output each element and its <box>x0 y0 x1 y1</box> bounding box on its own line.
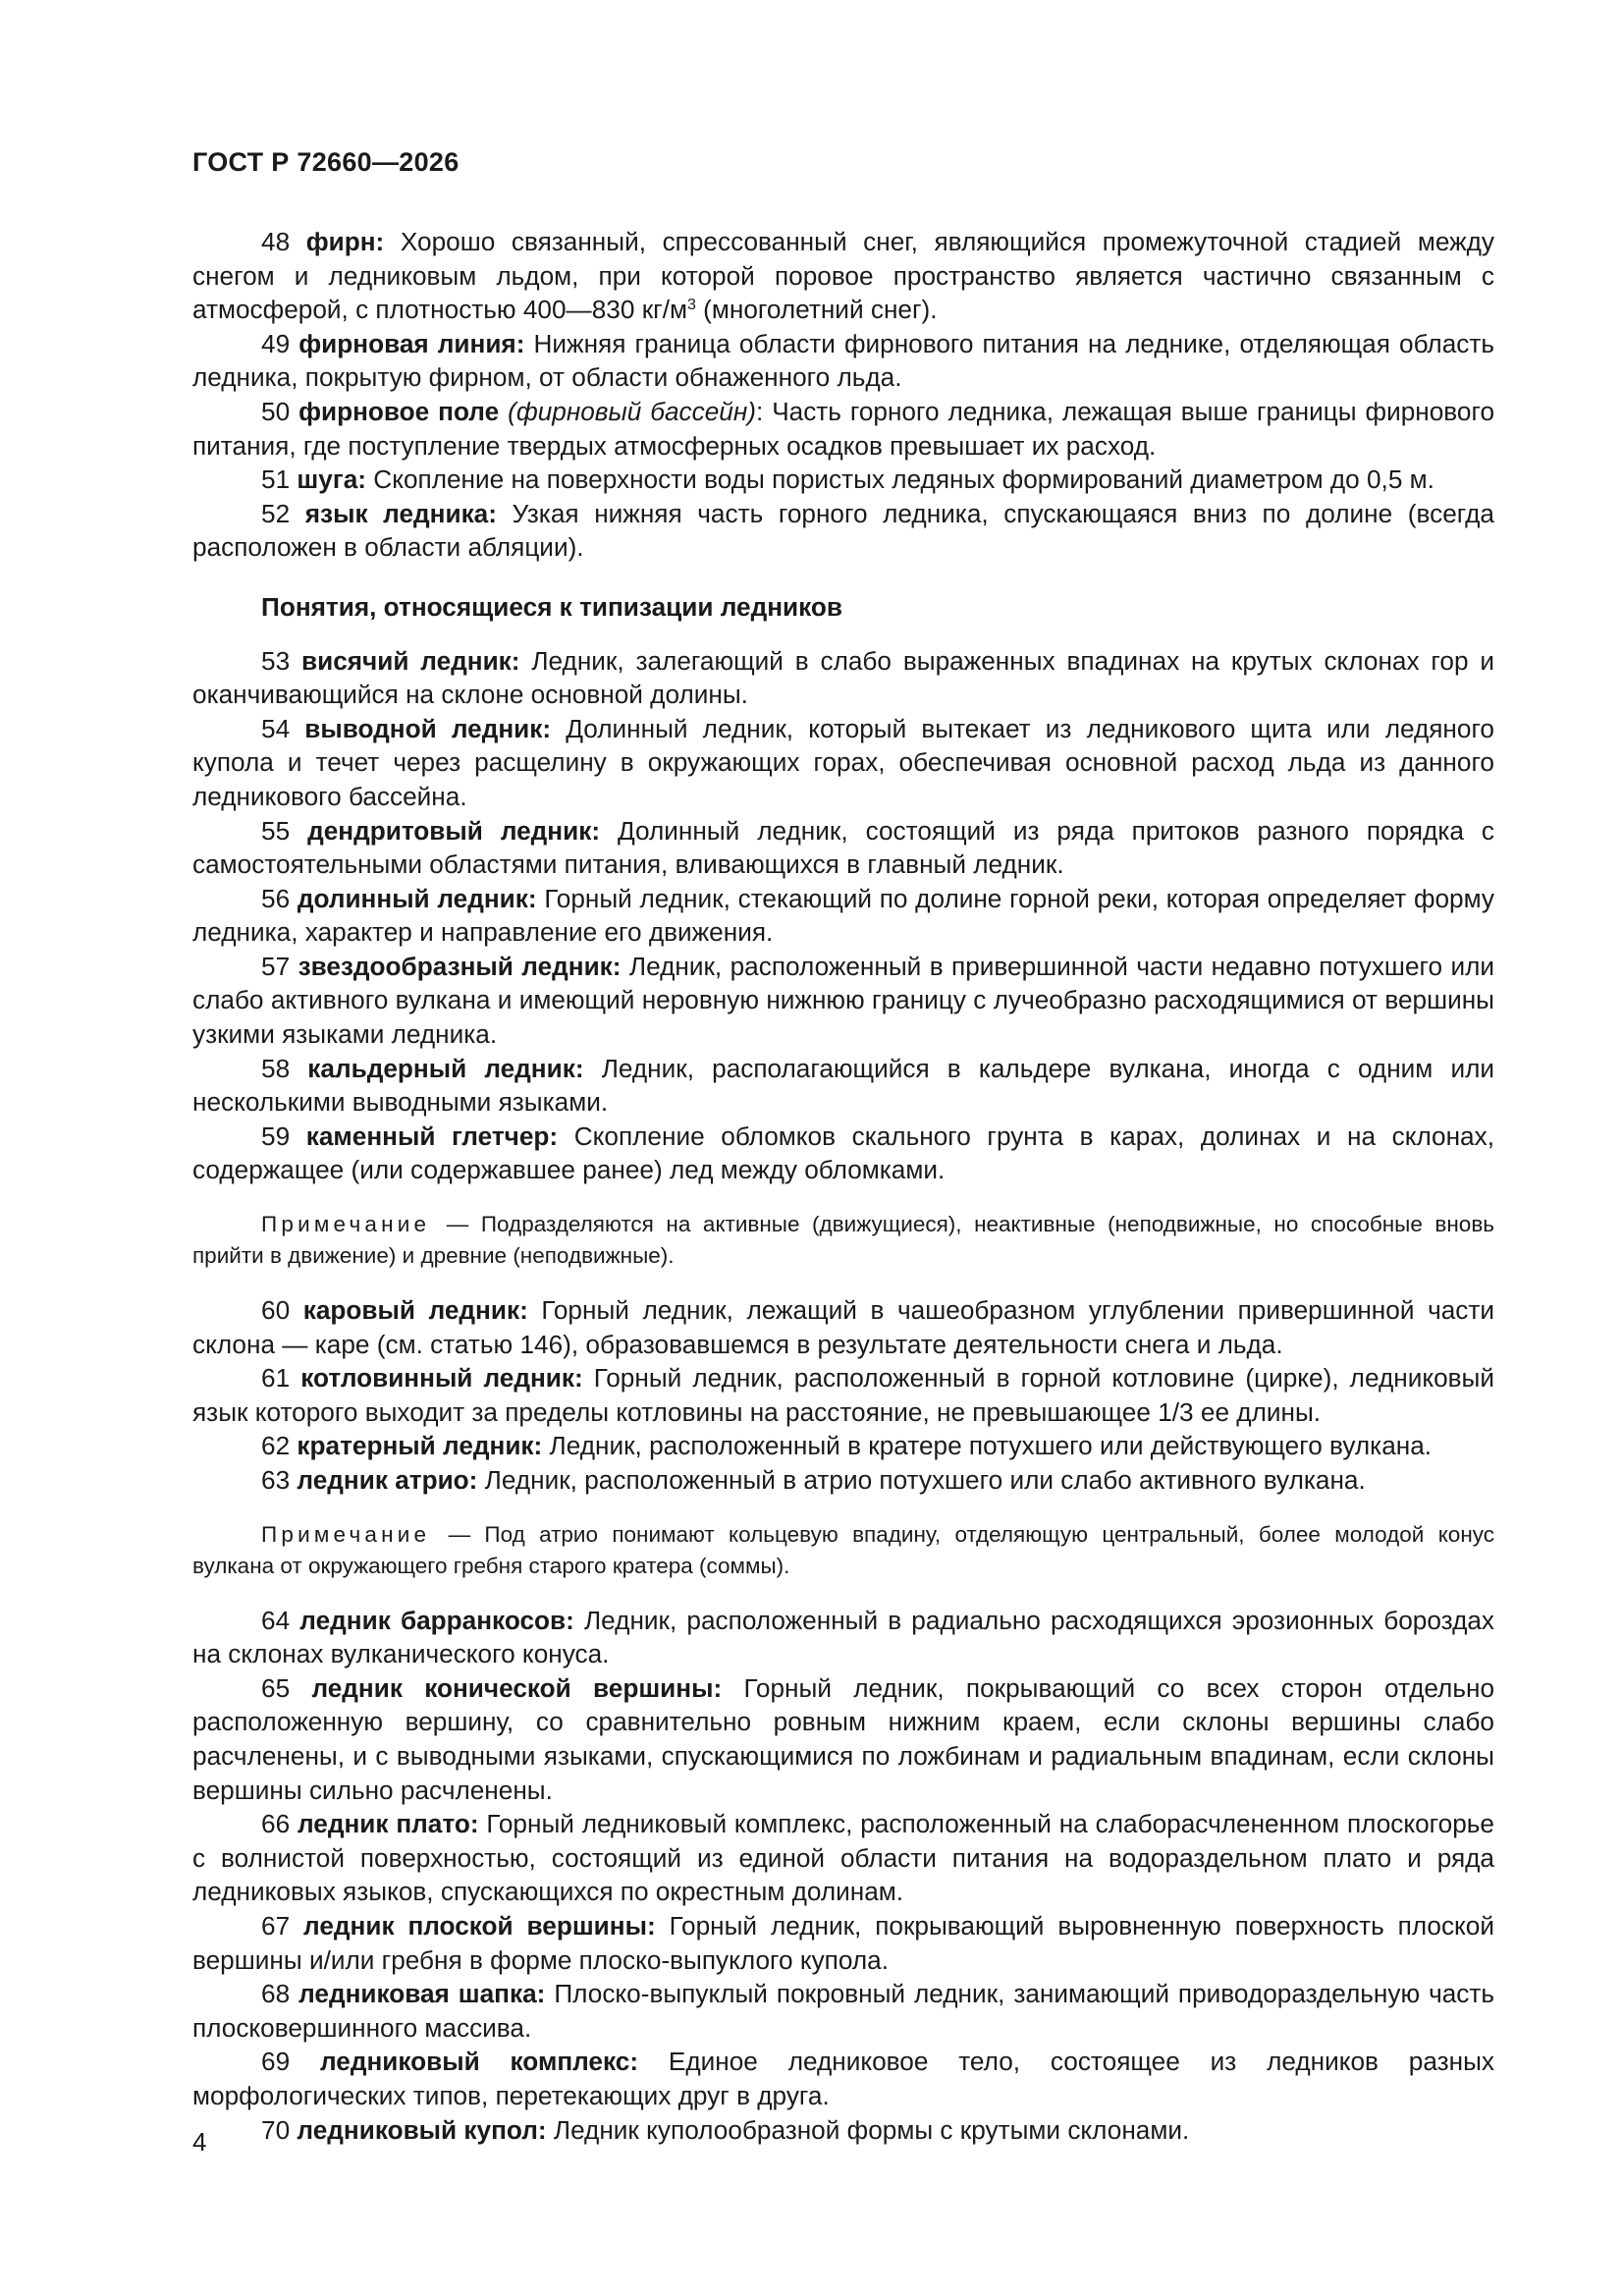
entry-definition: Ледник, расположенный в привершинной части недавно потухшего или слабо активного вулкана и имеющий неровную нижнюю границу с лучеобразно расходящимися от вершины узкими языками ледника. <box>192 951 1494 1050</box>
entry-term: долинный ледник: <box>297 883 537 913</box>
entry-number: 49 <box>261 328 291 358</box>
term-entry-63 <box>192 1463 1494 1498</box>
note-label: Примечание <box>261 1521 431 1547</box>
entry-number: 60 <box>261 1295 291 1326</box>
entry-number: 59 <box>261 1121 291 1151</box>
entry-number: 48 <box>261 227 291 256</box>
term-entry-55 <box>192 814 1494 882</box>
entry-definition: Хорошо связанный, спрессованный снег, являющийся промежуточной стадией между снегом и ледниковым льдом, при которой поровое пространство является частично связанным с атмосферой, с плотностью 400—830 кг/м <box>192 227 1494 325</box>
entry-definition: Узкая нижняя часть горного ледника, спускающаяся вниз по долине (всегда расположен в области абляции). <box>192 498 1494 563</box>
entry-term: каровый ледник: <box>302 1295 528 1326</box>
entry-number: 70 <box>261 2114 291 2145</box>
entry-definition: Скопление обломков скального грунта в карах, долинах и на склонах, содержащее (или содержавшее ранее) лед между обломками. <box>192 1121 1494 1185</box>
entry-term: ледник атрио: <box>297 1465 478 1495</box>
entry-term: котловинный ледник: <box>300 1363 583 1394</box>
entry-number: 67 <box>261 1910 291 1941</box>
entry-term: ледник плоской вершины: <box>303 1910 656 1941</box>
entry-definition: Ледник, расположенный в радиально расходящихся эрозионных бороздах на склонах вулканического конуса. <box>192 1605 1495 1669</box>
entry-number: 62 <box>261 1431 291 1461</box>
page-number: 4 <box>192 2127 207 2157</box>
term-entry-49 <box>192 327 1494 395</box>
term-entry-48 <box>192 225 1494 327</box>
entry-number: 50 <box>261 396 291 426</box>
entry-number: 63 <box>261 1465 291 1495</box>
entry-number: 54 <box>261 713 291 743</box>
term-entry-56 <box>192 882 1494 950</box>
note-text: — Подразделяются на активные (движущиеся), неактивные (неподвижные, но способные вновь прийти в движение) и древние (неподвижные). <box>192 1212 1494 1269</box>
entry-definition: : Часть горного ледника, лежащая выше границы фирнового питания, где поступление твердых атмосферных осадков превышает их расход. <box>192 396 1495 461</box>
entry-term: каменный глетчер: <box>305 1121 559 1151</box>
entry-definition: Ледник, залегающий в слабо выраженных впадинах на крутых склонах гор и оканчивающийся на склоне основной долины. <box>192 645 1494 710</box>
entry-number: 58 <box>261 1053 291 1083</box>
entry-definition: Ледник, расположенный в кратере потухшего или действующего вулкана. <box>542 1431 1433 1461</box>
entry-number: 68 <box>261 1979 291 2009</box>
entry-number: 61 <box>261 1363 291 1394</box>
term-entry-50 <box>192 395 1494 463</box>
entry-definition: Горный ледник, стекающий по долине горной реки, которая определяет форму ледника, характер и направление его движения. <box>192 883 1495 948</box>
entry-term: кальдерный ледник: <box>307 1053 584 1083</box>
entry-term: ледниковый купол: <box>297 2114 547 2145</box>
term-entry-70 <box>192 2113 1494 2148</box>
entry-term: ледниковый комплекс: <box>319 2047 639 2077</box>
entry-definition: Ледник, расположенный в атрио потухшего или слабо активного вулкана. <box>477 1465 1366 1495</box>
term-entry-66 <box>192 1807 1494 1909</box>
entry-term: звездообразный ледник: <box>298 951 622 981</box>
entry-definition: Плоско-выпуклый покровный ледник, занимающий приводораздельную часть плосковершинного массива. <box>192 1979 1495 2043</box>
entry-number: 64 <box>261 1605 291 1635</box>
entry-definition: Ледник куполообразной формы с крутыми склонами. <box>546 2114 1190 2145</box>
section-heading: Понятия, относящиеся к типизации ледников <box>261 591 842 622</box>
entry-definition: Горный ледник, расположенный в горной котловине (цирке), ледниковый язык которого выходит за пределы котловины на расстояние, не превышающее 1/3 ее длины. <box>192 1363 1494 1427</box>
term-entry-57 <box>192 950 1494 1052</box>
entry-definition: Горный ледниковый комплекс, расположенный на слаборасчлененном плоскогорье с волнистой поверхностью, состоящий из единой области питания на водораздельном плато и ряда ледниковых языков, спускающихся по окрестным долинам. <box>192 1809 1494 1907</box>
term-entry-60 <box>192 1293 1494 1361</box>
entry-number: 51 <box>261 465 291 495</box>
term-entry-59 <box>192 1120 1494 1187</box>
entry-term: ледник барранкосов: <box>299 1605 574 1635</box>
entry-number: 65 <box>261 1672 291 1703</box>
entry-term: дендритовый ледник: <box>307 815 601 846</box>
entry-term: ледник плато: <box>298 1809 479 1839</box>
entry-definition: Горный ледник, покрывающий со всех сторон отдельно расположенную вершину, со сравнительно ровным нижним краем, если склоны вершины слабо расчленены, и с выводными языками, спускающимися по ложбинам и радиальным впадинам, если склоны вершины сильно расчленены. <box>192 1672 1495 1805</box>
term-entry-64 <box>192 1604 1494 1671</box>
superscript: 3 <box>686 297 696 314</box>
entry-number: 53 <box>261 645 291 676</box>
entry-term: ледник конической вершины: <box>311 1672 723 1703</box>
term-entry-61 <box>192 1361 1494 1429</box>
document-header: ГОСТ Р 72660—2026 <box>192 147 460 177</box>
entry-number: 55 <box>261 815 291 846</box>
note-2 <box>192 1519 1494 1582</box>
entry-term: выводной ледник: <box>304 713 552 743</box>
entry-term: ледниковая шапка: <box>298 1979 546 2009</box>
entry-definition: Долинный ледник, который вытекает из ледникового щита или ледяного купола и течет через расщелину в окружающих горах, обеспечивая основной расход льда из данного ледникового бассейна. <box>192 713 1494 811</box>
note-label: Примечание <box>261 1212 431 1237</box>
entry-term: шуга: <box>297 465 367 495</box>
term-entry-67 <box>192 1909 1494 1977</box>
entry-number: 57 <box>261 951 291 981</box>
entry-term: висячий ледник: <box>301 645 520 676</box>
entry-definition: Скопление на поверхности воды пористых ледяных формирований диаметром до 0,5 м. <box>366 465 1434 495</box>
term-entry-68 <box>192 1977 1494 2045</box>
entry-number: 69 <box>261 2047 291 2077</box>
entry-definition: Единое ледниковое тело, состоящее из ледников разных морфологических типов, перетекающих друг в друга. <box>192 2047 1494 2110</box>
entry-term: фирновое поле <box>298 396 500 426</box>
entry-number: 52 <box>261 498 291 528</box>
document-body <box>192 225 1494 2147</box>
term-entry-62 <box>192 1429 1494 1463</box>
term-entry-51 <box>192 463 1494 497</box>
entry-definition: Ледник, располагающийся в кальдере вулкана, иногда с одним или несколькими выводными языками. <box>192 1053 1494 1118</box>
term-entry-69 <box>192 2045 1494 2112</box>
term-entry-65 <box>192 1671 1494 1807</box>
note-1 <box>192 1209 1494 1272</box>
entry-definition: Нижняя граница области фирнового питания на леднике, отделяющая область ледника, покрытую фирном, от области обнаженного льда. <box>192 328 1494 393</box>
entry-definition: Горный ледник, лежащий в чашеобразном углублении привершинной части склона — каре (см. статью 146), образовавшемся в результате деятельности снега и льда. <box>192 1295 1494 1359</box>
entry-alt-term: (фирновый бассейн) <box>499 396 756 426</box>
term-entry-54 <box>192 712 1494 814</box>
entry-definition: Горный ледник, покрывающий выровненную поверхность плоской вершины и/или гребня в форме плоско-выпуклого купола. <box>192 1910 1494 1975</box>
entry-definition-tail: (многолетний снег). <box>695 295 938 325</box>
entry-term: язык ледника: <box>304 498 497 528</box>
entry-term: кратерный ледник: <box>297 1431 543 1461</box>
entry-term: фирновая линия: <box>298 328 525 358</box>
note-text: — Под атрио понимают кольцевую впадину, отделяющую центральный, более молодой конус вулкана от окружающего гребня старого кратера (соммы). <box>192 1521 1494 1578</box>
entry-definition: Долинный ледник, состоящий из ряда притоков разного порядка с самостоятельными областями питания, вливающихся в главный ледник. <box>192 815 1494 880</box>
entry-number: 66 <box>261 1809 291 1839</box>
term-entry-53 <box>192 644 1494 712</box>
term-entry-52 <box>192 497 1494 565</box>
term-entry-58 <box>192 1052 1494 1120</box>
entry-number: 56 <box>261 883 291 913</box>
entry-term: фирн: <box>305 227 385 256</box>
